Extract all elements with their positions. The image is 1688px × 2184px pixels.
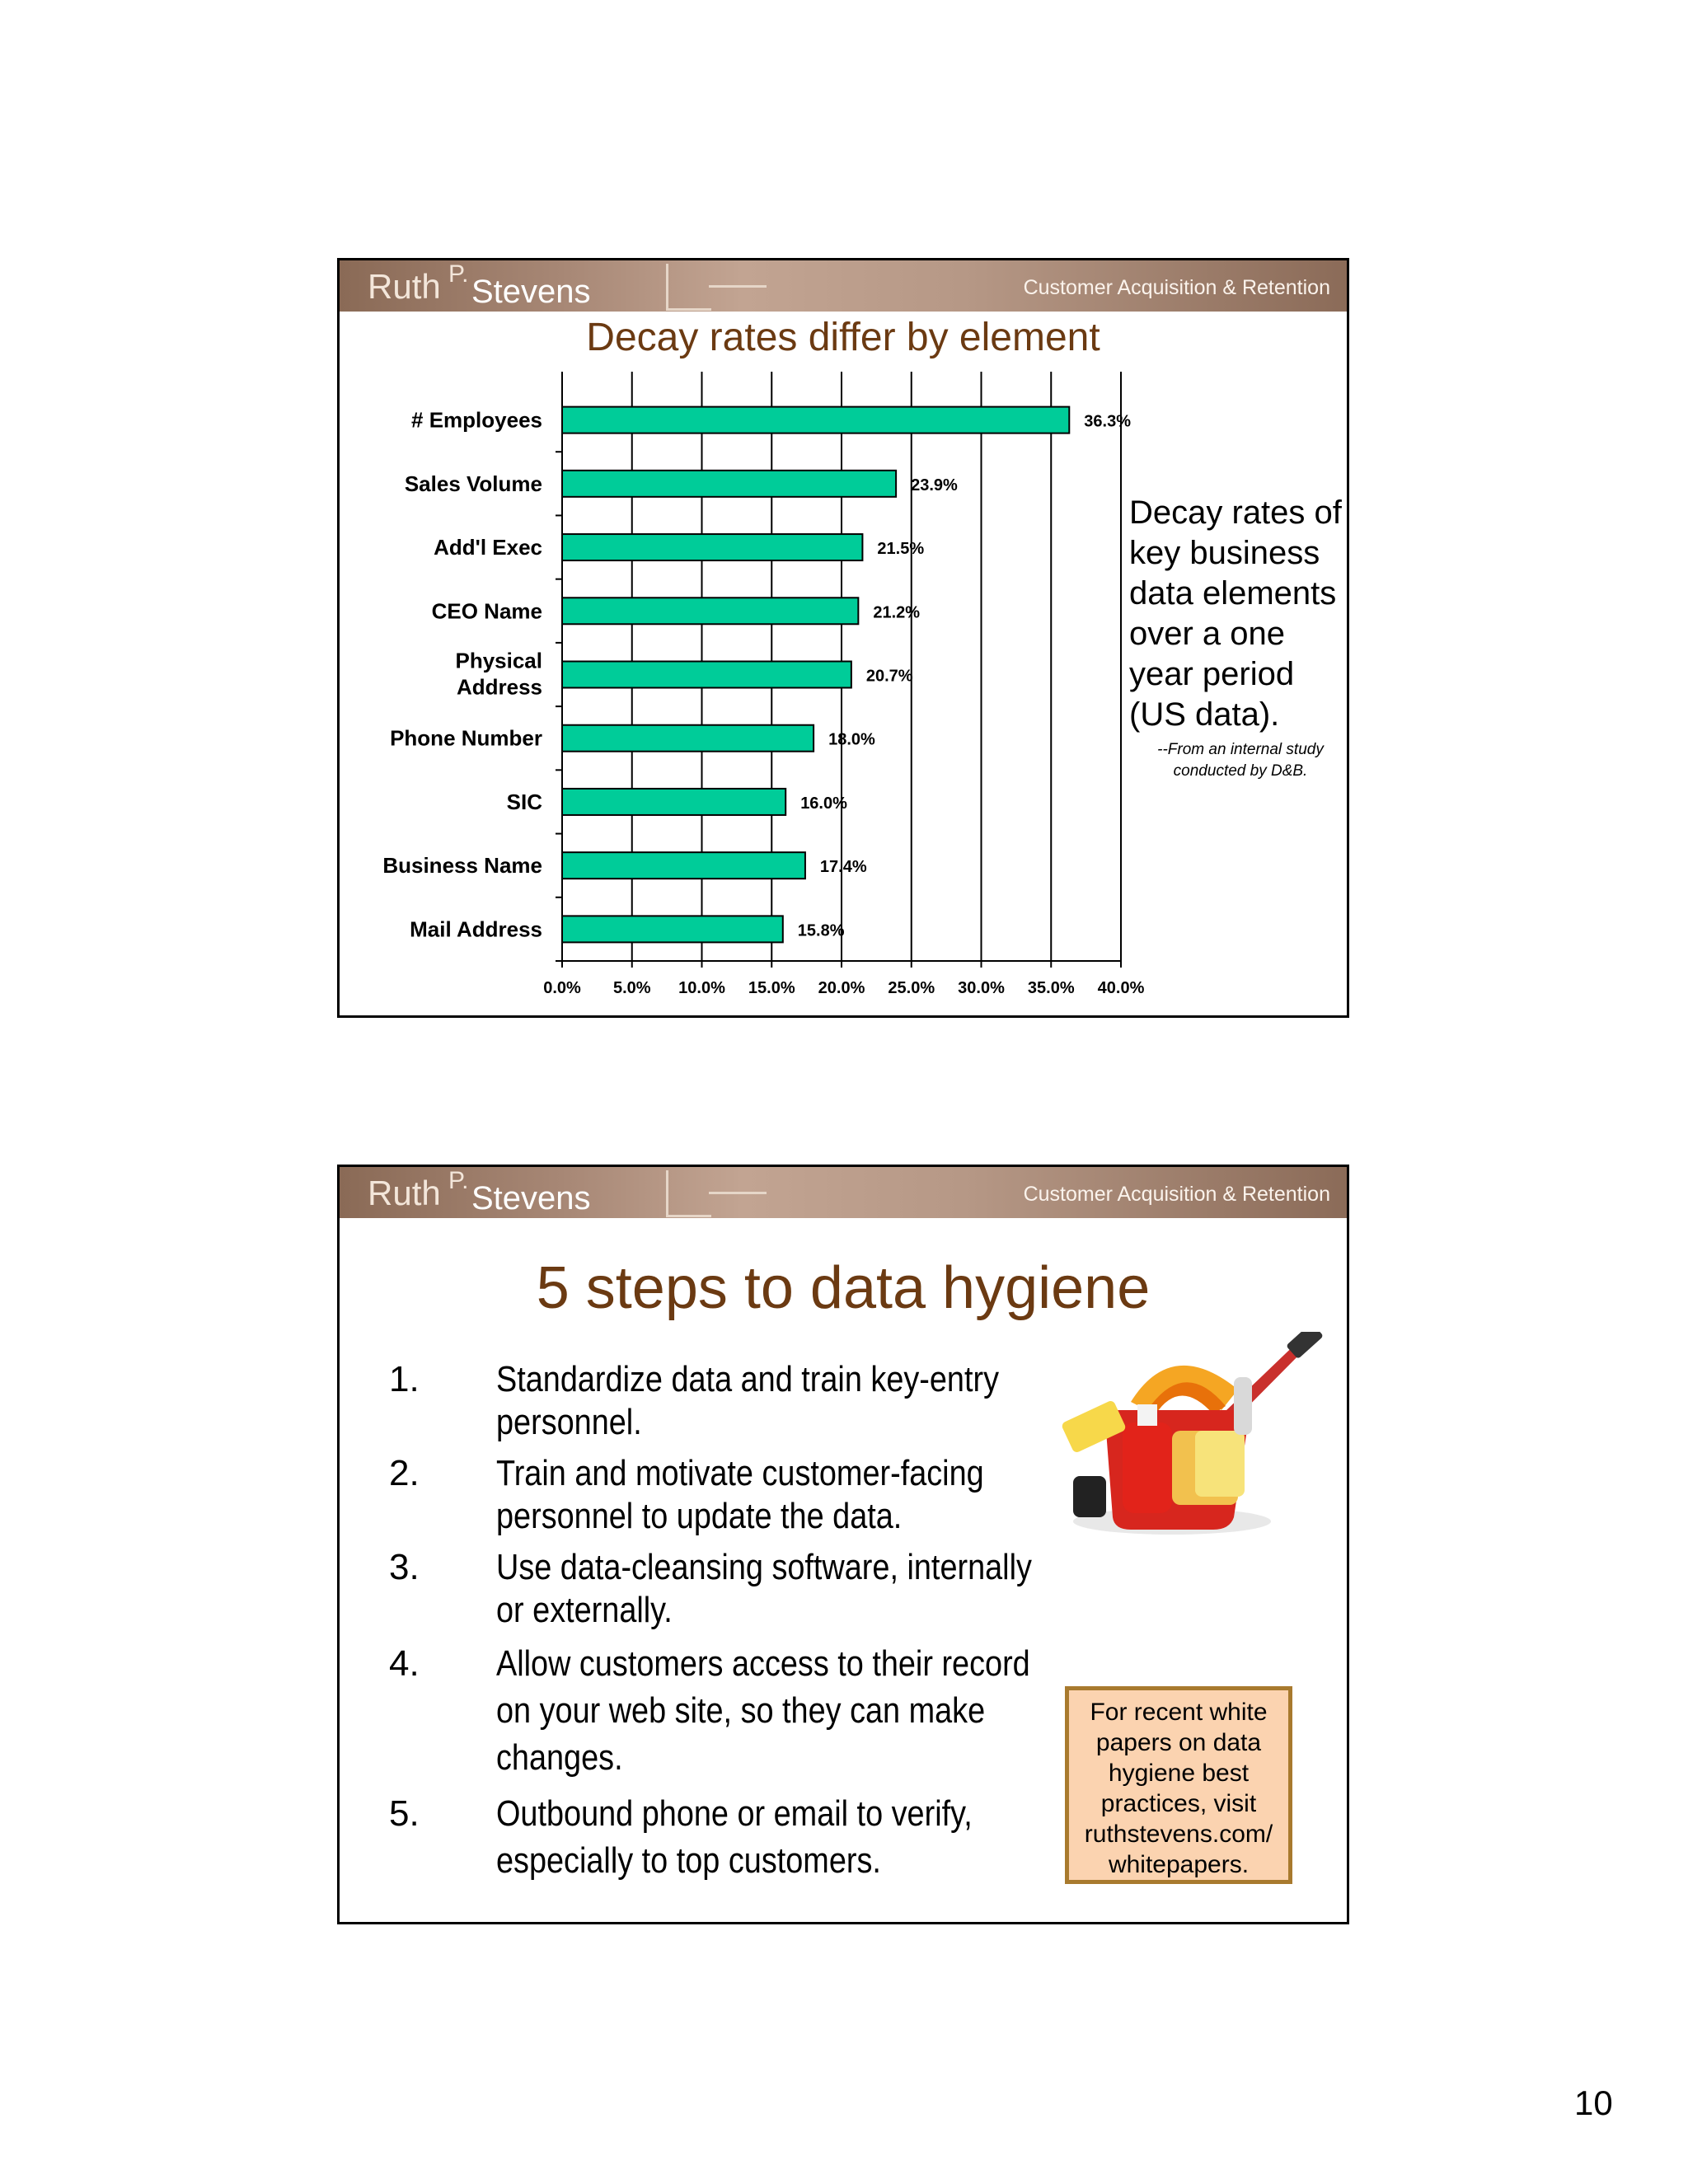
slide-decay-rates [337, 258, 1349, 1018]
logo-text-stevens: Stevens [471, 274, 591, 310]
whitepapers-callout: For recent white papers on data hygiene best practices, visit ruthstevens.com/ whitepapers. [1065, 1686, 1292, 1884]
step-number: 1. [389, 1359, 420, 1399]
bar [562, 789, 785, 815]
value-label: 23.9% [911, 476, 958, 494]
x-tick-label: 15.0% [748, 979, 795, 997]
slide-banner [340, 1167, 1347, 1218]
bar [562, 916, 783, 942]
logo-text-initial: P. [448, 260, 469, 288]
logo-frame-decoration [709, 1192, 767, 1214]
slide-title: Decay rates differ by element [586, 316, 1100, 359]
cleaning-supplies-image [1048, 1332, 1329, 1579]
step-number: 5. [389, 1793, 420, 1834]
bar [562, 725, 814, 752]
slide-title: 5 steps to data hygiene [536, 1255, 1151, 1321]
x-tick-label: 35.0% [1027, 979, 1075, 997]
step-text: Train and motivate customer-facing personnel to update the data. [496, 1453, 984, 1536]
logo-text-stevens: Stevens [471, 1180, 591, 1216]
value-label: 21.5% [877, 540, 925, 559]
step-number: 2. [389, 1453, 420, 1493]
x-tick-label: 5.0% [612, 979, 651, 997]
category-label: Business Name [382, 853, 542, 879]
category-label: Physical [455, 648, 542, 673]
x-tick-label: 25.0% [888, 979, 935, 997]
logo-text-ruth: Ruth [368, 1174, 441, 1212]
chart-side-note: Decay rates of key business data elements over a one year period (US data). [1129, 494, 1342, 733]
page-number: 10 [1574, 2083, 1613, 2122]
step-number: 4. [389, 1643, 420, 1684]
value-label: 18.0% [828, 730, 875, 749]
chart-source-note: --From an internal study conducted by D&B. [1157, 741, 1324, 780]
step-text: Standardize data and train key-entry personnel. [496, 1359, 1000, 1442]
value-label: 17.4% [819, 858, 867, 877]
value-label: 16.0% [800, 794, 847, 813]
value-label: 21.2% [873, 603, 921, 622]
bar [562, 852, 805, 879]
category-label: Add'l Exec [434, 535, 542, 560]
bar [562, 471, 896, 497]
x-tick-label: 30.0% [958, 979, 1005, 997]
bar [562, 662, 851, 688]
category-label: # Employees [411, 407, 542, 433]
logo-text-ruth: Ruth [368, 267, 441, 306]
category-label: CEO Name [431, 598, 542, 624]
step-text: Use data-cleansing software, internally or externally. [496, 1547, 1032, 1630]
step-number: 3. [389, 1547, 420, 1587]
x-tick-label: 0.0% [543, 979, 581, 997]
value-label: 20.7% [865, 667, 913, 686]
category-label: SIC [506, 789, 542, 814]
value-label: 36.3% [1084, 412, 1132, 431]
category-label: Mail Address [410, 916, 542, 942]
x-tick-label: 10.0% [678, 979, 725, 997]
x-tick-label: 20.0% [818, 979, 865, 997]
slide-data-hygiene [337, 1165, 1349, 1924]
category-label: Sales Volume [404, 471, 542, 496]
step-text: Allow customers access to their record on your web site, so they can make changes. [496, 1643, 1030, 1778]
banner-tagline: Customer Acquisition & Retention [1023, 276, 1330, 299]
x-tick-label: 40.0% [1097, 979, 1145, 997]
logo-frame-decoration [666, 1170, 711, 1217]
bar [562, 534, 862, 560]
bar [562, 598, 858, 624]
step-text: Outbound phone or email to verify, especially to top customers. [496, 1793, 973, 1881]
banner-tagline: Customer Acquisition & Retention [1023, 1183, 1330, 1206]
category-label: Address [456, 674, 542, 700]
logo-text-initial: P. [448, 1167, 469, 1194]
category-label: Phone Number [390, 725, 542, 751]
bar [562, 407, 1069, 434]
value-label: 15.8% [797, 921, 845, 940]
